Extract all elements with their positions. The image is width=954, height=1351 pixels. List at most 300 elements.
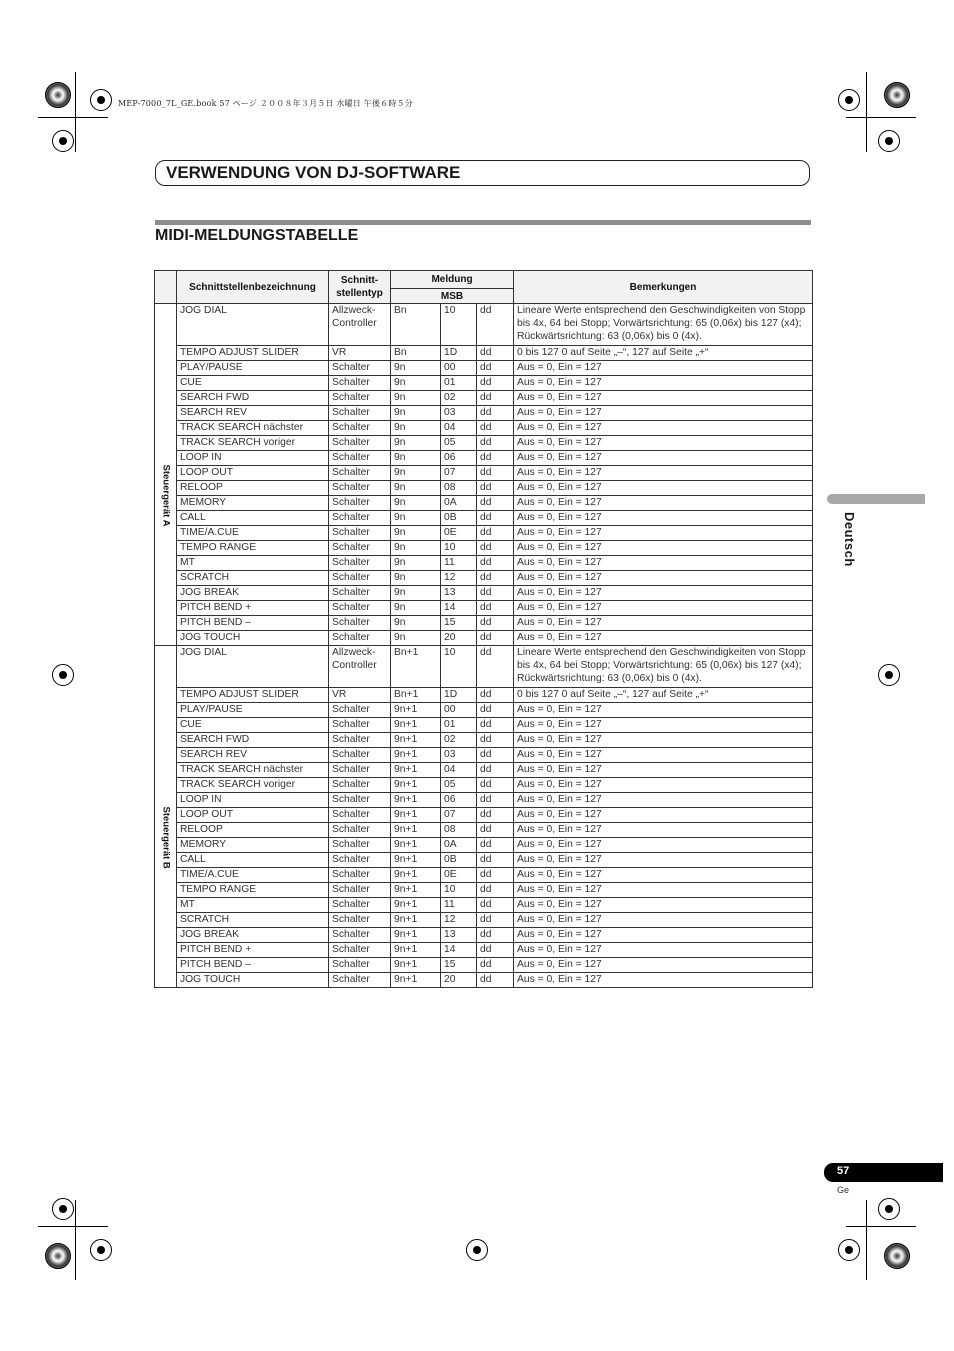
- interface-name-cell: LOOP IN: [177, 793, 329, 808]
- message-msb-cell: 10: [441, 304, 477, 346]
- interface-name-cell: CALL: [177, 853, 329, 868]
- table-row: [155, 838, 813, 853]
- crosshair-target-icon: [52, 130, 74, 152]
- message-msb-cell: 0E: [441, 526, 477, 541]
- message-msb-cell: 15: [441, 616, 477, 631]
- remarks-cell: Aus = 0, Ein = 127: [514, 763, 813, 778]
- message-msb-cell: 20: [441, 973, 477, 988]
- crop-mark: [866, 1200, 867, 1280]
- interface-name-cell: SCRATCH: [177, 571, 329, 586]
- message-status-cell: 9n+1: [391, 913, 441, 928]
- header-interface: Schnittstellenbezeichnung: [177, 271, 329, 304]
- interface-name-cell: TRACK SEARCH nächster: [177, 421, 329, 436]
- crop-mark: [38, 117, 108, 118]
- message-status-cell: 9n+1: [391, 748, 441, 763]
- message-data-cell: dd: [477, 928, 514, 943]
- interface-name-cell: TRACK SEARCH voriger: [177, 778, 329, 793]
- remarks-cell: Aus = 0, Ein = 127: [514, 466, 813, 481]
- message-data-cell: dd: [477, 631, 514, 646]
- interface-name-cell: SEARCH REV: [177, 406, 329, 421]
- interface-type-cell: Schalter: [329, 703, 391, 718]
- message-data-cell: dd: [477, 361, 514, 376]
- table-row: [155, 958, 813, 973]
- table-row: [155, 853, 813, 868]
- interface-name-cell: CUE: [177, 376, 329, 391]
- crosshair-target-icon: [878, 130, 900, 152]
- message-status-cell: 9n: [391, 481, 441, 496]
- table-row: [155, 346, 813, 361]
- interface-type-cell: Schalter: [329, 958, 391, 973]
- table-row: [155, 928, 813, 943]
- interface-type-cell: Schalter: [329, 541, 391, 556]
- message-msb-cell: 1D: [441, 346, 477, 361]
- registration-circle-icon: [45, 1243, 71, 1269]
- remarks-cell: Lineare Werte entsprechend den Geschwindigkeiten von Stopp bis 4x, 64 bei Stopp; Vorwärtsrichtung: 65 (0,06x) bis 127 (x4); Rückwärtsrichtung: 63 (0,06x) bis 0 (4x).: [514, 646, 813, 688]
- message-data-cell: dd: [477, 883, 514, 898]
- group-label: Steuergerät A: [160, 464, 171, 527]
- remarks-cell: Aus = 0, Ein = 127: [514, 541, 813, 556]
- interface-type-cell: Schalter: [329, 481, 391, 496]
- table-row: [155, 601, 813, 616]
- table-row: [155, 304, 813, 346]
- table-row: [155, 823, 813, 838]
- message-status-cell: 9n+1: [391, 838, 441, 853]
- crosshair-target-icon: [90, 89, 112, 111]
- message-msb-cell: 1D: [441, 688, 477, 703]
- remarks-cell: Aus = 0, Ein = 127: [514, 928, 813, 943]
- interface-name-cell: SCRATCH: [177, 913, 329, 928]
- table-row: [155, 943, 813, 958]
- message-status-cell: Bn: [391, 304, 441, 346]
- message-msb-cell: 12: [441, 571, 477, 586]
- registration-circle-icon: [45, 82, 71, 108]
- message-msb-cell: 0A: [441, 838, 477, 853]
- header-remarks: Bemerkungen: [514, 271, 813, 304]
- interface-type-cell: Schalter: [329, 451, 391, 466]
- table-body: [155, 304, 813, 988]
- message-msb-cell: 10: [441, 646, 477, 688]
- remarks-cell: Aus = 0, Ein = 127: [514, 703, 813, 718]
- message-status-cell: 9n: [391, 496, 441, 511]
- message-msb-cell: 20: [441, 631, 477, 646]
- message-msb-cell: 14: [441, 601, 477, 616]
- message-status-cell: 9n+1: [391, 958, 441, 973]
- message-status-cell: 9n: [391, 466, 441, 481]
- interface-type-cell: Schalter: [329, 823, 391, 838]
- message-status-cell: 9n+1: [391, 778, 441, 793]
- message-msb-cell: 13: [441, 928, 477, 943]
- message-data-cell: dd: [477, 838, 514, 853]
- table-row: [155, 571, 813, 586]
- interface-type-cell: Schalter: [329, 883, 391, 898]
- table-row: [155, 748, 813, 763]
- message-msb-cell: 06: [441, 793, 477, 808]
- table-row: [155, 898, 813, 913]
- message-status-cell: 9n: [391, 436, 441, 451]
- table-row: [155, 586, 813, 601]
- interface-name-cell: PITCH BEND –: [177, 616, 329, 631]
- remarks-cell: Aus = 0, Ein = 127: [514, 556, 813, 571]
- interface-name-cell: JOG BREAK: [177, 928, 329, 943]
- interface-name-cell: JOG TOUCH: [177, 973, 329, 988]
- remarks-cell: Aus = 0, Ein = 127: [514, 883, 813, 898]
- table-row: [155, 718, 813, 733]
- interface-type-cell: Schalter: [329, 898, 391, 913]
- message-msb-cell: 07: [441, 808, 477, 823]
- message-data-cell: dd: [477, 436, 514, 451]
- interface-name-cell: RELOOP: [177, 823, 329, 838]
- interface-name-cell: MEMORY: [177, 838, 329, 853]
- message-status-cell: 9n+1: [391, 928, 441, 943]
- interface-name-cell: JOG BREAK: [177, 586, 329, 601]
- message-data-cell: dd: [477, 496, 514, 511]
- message-msb-cell: 05: [441, 778, 477, 793]
- message-data-cell: dd: [477, 616, 514, 631]
- message-status-cell: 9n+1: [391, 853, 441, 868]
- message-data-cell: dd: [477, 511, 514, 526]
- interface-type-cell: Schalter: [329, 391, 391, 406]
- remarks-cell: Aus = 0, Ein = 127: [514, 406, 813, 421]
- remarks-cell: Aus = 0, Ein = 127: [514, 511, 813, 526]
- message-data-cell: dd: [477, 868, 514, 883]
- interface-name-cell: PITCH BEND +: [177, 601, 329, 616]
- interface-type-cell: Schalter: [329, 733, 391, 748]
- message-status-cell: 9n: [391, 451, 441, 466]
- message-data-cell: dd: [477, 556, 514, 571]
- group-label: Steuergerät B: [160, 806, 171, 869]
- interface-name-cell: CUE: [177, 718, 329, 733]
- message-status-cell: 9n+1: [391, 868, 441, 883]
- remarks-cell: Aus = 0, Ein = 127: [514, 913, 813, 928]
- interface-type-cell: Schalter: [329, 436, 391, 451]
- interface-type-cell: Schalter: [329, 808, 391, 823]
- message-data-cell: dd: [477, 778, 514, 793]
- message-msb-cell: 10: [441, 541, 477, 556]
- interface-type-cell: Schalter: [329, 526, 391, 541]
- remarks-cell: Aus = 0, Ein = 127: [514, 868, 813, 883]
- crop-mark: [75, 1200, 76, 1280]
- remarks-cell: Aus = 0, Ein = 127: [514, 616, 813, 631]
- message-msb-cell: 10: [441, 883, 477, 898]
- message-status-cell: 9n: [391, 376, 441, 391]
- interface-type-cell: Schalter: [329, 361, 391, 376]
- message-data-cell: dd: [477, 304, 514, 346]
- message-msb-cell: 14: [441, 943, 477, 958]
- message-status-cell: 9n: [391, 391, 441, 406]
- interface-name-cell: TEMPO RANGE: [177, 541, 329, 556]
- interface-type-cell: Schalter: [329, 778, 391, 793]
- message-status-cell: Bn+1: [391, 688, 441, 703]
- interface-name-cell: PLAY/PAUSE: [177, 703, 329, 718]
- interface-type-cell: VR: [329, 688, 391, 703]
- message-msb-cell: 04: [441, 421, 477, 436]
- interface-name-cell: TEMPO ADJUST SLIDER: [177, 688, 329, 703]
- message-status-cell: 9n+1: [391, 823, 441, 838]
- remarks-cell: Aus = 0, Ein = 127: [514, 481, 813, 496]
- crosshair-target-icon: [466, 1239, 488, 1261]
- header-message: Meldung: [391, 271, 514, 289]
- crop-mark: [846, 1226, 916, 1227]
- crosshair-target-icon: [878, 1198, 900, 1220]
- remarks-cell: Aus = 0, Ein = 127: [514, 793, 813, 808]
- remarks-cell: Aus = 0, Ein = 127: [514, 631, 813, 646]
- interface-type-cell: Schalter: [329, 748, 391, 763]
- message-msb-cell: 08: [441, 481, 477, 496]
- interface-type-cell: Schalter: [329, 376, 391, 391]
- page-heading: MIDI-MELDUNGSTABELLE: [155, 227, 359, 244]
- interface-name-cell: CALL: [177, 511, 329, 526]
- table-row: [155, 793, 813, 808]
- message-msb-cell: 02: [441, 733, 477, 748]
- remarks-cell: Aus = 0, Ein = 127: [514, 898, 813, 913]
- remarks-cell: Aus = 0, Ein = 127: [514, 391, 813, 406]
- message-data-cell: dd: [477, 718, 514, 733]
- remarks-cell: Aus = 0, Ein = 127: [514, 436, 813, 451]
- message-msb-cell: 04: [441, 763, 477, 778]
- message-data-cell: dd: [477, 466, 514, 481]
- interface-name-cell: LOOP IN: [177, 451, 329, 466]
- message-status-cell: 9n: [391, 526, 441, 541]
- crosshair-target-icon: [838, 1239, 860, 1261]
- remarks-cell: Aus = 0, Ein = 127: [514, 733, 813, 748]
- interface-name-cell: JOG TOUCH: [177, 631, 329, 646]
- message-status-cell: 9n+1: [391, 883, 441, 898]
- message-msb-cell: 11: [441, 898, 477, 913]
- interface-name-cell: RELOOP: [177, 481, 329, 496]
- interface-type-cell: Schalter: [329, 571, 391, 586]
- table-row: [155, 778, 813, 793]
- language-code: Ge: [837, 1185, 850, 1195]
- message-status-cell: 9n: [391, 586, 441, 601]
- table-row: [155, 556, 813, 571]
- message-status-cell: 9n+1: [391, 898, 441, 913]
- message-status-cell: 9n: [391, 361, 441, 376]
- message-data-cell: dd: [477, 973, 514, 988]
- remarks-cell: Aus = 0, Ein = 127: [514, 973, 813, 988]
- crosshair-target-icon: [52, 664, 74, 686]
- message-status-cell: 9n+1: [391, 943, 441, 958]
- remarks-cell: Lineare Werte entsprechend den Geschwindigkeiten von Stopp bis 4x, 64 bei Stopp; Vorwärtsrichtung: 65 (0,06x) bis 127 (x4); Rückwärtsrichtung: 63 (0,06x) bis 0 (4x).: [514, 304, 813, 346]
- interface-type-cell: Schalter: [329, 868, 391, 883]
- remarks-cell: Aus = 0, Ein = 127: [514, 376, 813, 391]
- message-data-cell: dd: [477, 571, 514, 586]
- interface-type-cell: Schalter: [329, 511, 391, 526]
- interface-type-cell: Schalter: [329, 466, 391, 481]
- message-status-cell: 9n+1: [391, 703, 441, 718]
- interface-name-cell: SEARCH FWD: [177, 391, 329, 406]
- message-msb-cell: 03: [441, 406, 477, 421]
- registration-circle-icon: [884, 82, 910, 108]
- interface-type-cell: Schalter: [329, 973, 391, 988]
- remarks-cell: Aus = 0, Ein = 127: [514, 778, 813, 793]
- remarks-cell: Aus = 0, Ein = 127: [514, 853, 813, 868]
- interface-type-cell: Schalter: [329, 601, 391, 616]
- interface-name-cell: MT: [177, 898, 329, 913]
- interface-name-cell: TRACK SEARCH nächster: [177, 763, 329, 778]
- interface-name-cell: JOG DIAL: [177, 646, 329, 688]
- table-row: [155, 481, 813, 496]
- message-status-cell: 9n: [391, 616, 441, 631]
- message-data-cell: dd: [477, 376, 514, 391]
- table-row: [155, 526, 813, 541]
- table-row: [155, 868, 813, 883]
- table-row: [155, 376, 813, 391]
- message-status-cell: 9n+1: [391, 973, 441, 988]
- message-data-cell: dd: [477, 853, 514, 868]
- interface-type-cell: Schalter: [329, 421, 391, 436]
- table-row: [155, 688, 813, 703]
- message-msb-cell: 02: [441, 391, 477, 406]
- table-row: [155, 733, 813, 748]
- table-row: [155, 631, 813, 646]
- interface-name-cell: TIME/A.CUE: [177, 868, 329, 883]
- message-data-cell: dd: [477, 451, 514, 466]
- message-data-cell: dd: [477, 406, 514, 421]
- message-status-cell: 9n+1: [391, 808, 441, 823]
- message-msb-cell: 0B: [441, 511, 477, 526]
- message-status-cell: 9n: [391, 571, 441, 586]
- crosshair-target-icon: [90, 1239, 112, 1261]
- message-data-cell: dd: [477, 763, 514, 778]
- header-msb: MSB: [391, 289, 514, 304]
- header-group: [155, 271, 177, 304]
- heading-bar: [155, 220, 811, 225]
- message-data-cell: dd: [477, 703, 514, 718]
- table-row: [155, 406, 813, 421]
- registration-circle-icon: [884, 1243, 910, 1269]
- table-row: [155, 646, 813, 688]
- remarks-cell: Aus = 0, Ein = 127: [514, 718, 813, 733]
- message-data-cell: dd: [477, 541, 514, 556]
- language-side-label: Deutsch: [842, 512, 857, 567]
- remarks-cell: Aus = 0, Ein = 127: [514, 496, 813, 511]
- page-number: 57: [837, 1165, 850, 1177]
- crop-mark: [846, 117, 916, 118]
- remarks-cell: Aus = 0, Ein = 127: [514, 823, 813, 838]
- crop-mark: [75, 72, 76, 152]
- table-row: [155, 763, 813, 778]
- message-data-cell: dd: [477, 586, 514, 601]
- interface-name-cell: MEMORY: [177, 496, 329, 511]
- message-data-cell: dd: [477, 421, 514, 436]
- message-status-cell: 9n: [391, 631, 441, 646]
- message-msb-cell: 01: [441, 376, 477, 391]
- interface-name-cell: PITCH BEND +: [177, 943, 329, 958]
- message-msb-cell: 15: [441, 958, 477, 973]
- side-tab: [827, 494, 925, 504]
- message-data-cell: dd: [477, 346, 514, 361]
- interface-type-cell: Schalter: [329, 943, 391, 958]
- interface-type-cell: VR: [329, 346, 391, 361]
- message-status-cell: 9n: [391, 511, 441, 526]
- table-row: [155, 496, 813, 511]
- remarks-cell: Aus = 0, Ein = 127: [514, 748, 813, 763]
- table-row: [155, 616, 813, 631]
- interface-type-cell: Schalter: [329, 556, 391, 571]
- table-row: [155, 913, 813, 928]
- table-row: [155, 436, 813, 451]
- table-row: [155, 541, 813, 556]
- message-status-cell: 9n: [391, 421, 441, 436]
- interface-type-cell: Allzweck- Controller: [329, 304, 391, 346]
- message-msb-cell: 0B: [441, 853, 477, 868]
- message-msb-cell: 0E: [441, 868, 477, 883]
- message-msb-cell: 03: [441, 748, 477, 763]
- message-data-cell: dd: [477, 526, 514, 541]
- message-data-cell: dd: [477, 748, 514, 763]
- group-cell: [155, 304, 177, 646]
- interface-name-cell: TEMPO ADJUST SLIDER: [177, 346, 329, 361]
- interface-name-cell: PLAY/PAUSE: [177, 361, 329, 376]
- message-msb-cell: 12: [441, 913, 477, 928]
- table-row: [155, 511, 813, 526]
- crosshair-target-icon: [878, 664, 900, 686]
- remarks-cell: 0 bis 127 0 auf Seite „–“, 127 auf Seite „+“: [514, 346, 813, 361]
- section-banner: [155, 160, 810, 186]
- interface-type-cell: Schalter: [329, 496, 391, 511]
- interface-name-cell: TRACK SEARCH voriger: [177, 436, 329, 451]
- message-msb-cell: 00: [441, 361, 477, 376]
- interface-name-cell: LOOP OUT: [177, 466, 329, 481]
- group-cell: [155, 646, 177, 988]
- message-status-cell: 9n+1: [391, 763, 441, 778]
- table-row: [155, 391, 813, 406]
- remarks-cell: Aus = 0, Ein = 127: [514, 361, 813, 376]
- message-msb-cell: 08: [441, 823, 477, 838]
- interface-name-cell: TEMPO RANGE: [177, 883, 329, 898]
- table-row: [155, 703, 813, 718]
- message-data-cell: dd: [477, 601, 514, 616]
- message-data-cell: dd: [477, 913, 514, 928]
- interface-type-cell: Schalter: [329, 763, 391, 778]
- table-row: [155, 421, 813, 436]
- message-status-cell: 9n+1: [391, 733, 441, 748]
- message-status-cell: 9n: [391, 601, 441, 616]
- interface-type-cell: Allzweck- Controller: [329, 646, 391, 688]
- interface-type-cell: Schalter: [329, 406, 391, 421]
- interface-type-cell: Schalter: [329, 631, 391, 646]
- header-type: Schnitt- stellentyp: [329, 271, 391, 304]
- remarks-cell: Aus = 0, Ein = 127: [514, 601, 813, 616]
- message-msb-cell: 00: [441, 703, 477, 718]
- table-row: [155, 973, 813, 988]
- interface-name-cell: JOG DIAL: [177, 304, 329, 346]
- book-header: MEP-7000_7L_GE.book 57 ページ ２００８年３月５日 水曜日 午後６時５分: [118, 99, 413, 108]
- interface-type-cell: Schalter: [329, 838, 391, 853]
- message-status-cell: Bn+1: [391, 646, 441, 688]
- message-msb-cell: 01: [441, 718, 477, 733]
- message-status-cell: Bn: [391, 346, 441, 361]
- table-row: [155, 361, 813, 376]
- remarks-cell: Aus = 0, Ein = 127: [514, 586, 813, 601]
- interface-type-cell: Schalter: [329, 616, 391, 631]
- remarks-cell: 0 bis 127 0 auf Seite „–“, 127 auf Seite „+“: [514, 688, 813, 703]
- interface-name-cell: SEARCH FWD: [177, 733, 329, 748]
- remarks-cell: Aus = 0, Ein = 127: [514, 958, 813, 973]
- remarks-cell: Aus = 0, Ein = 127: [514, 451, 813, 466]
- message-data-cell: dd: [477, 688, 514, 703]
- message-msb-cell: 06: [441, 451, 477, 466]
- crop-mark: [866, 72, 867, 152]
- crop-mark: [38, 1226, 108, 1227]
- remarks-cell: Aus = 0, Ein = 127: [514, 571, 813, 586]
- message-data-cell: dd: [477, 481, 514, 496]
- remarks-cell: Aus = 0, Ein = 127: [514, 838, 813, 853]
- interface-name-cell: MT: [177, 556, 329, 571]
- crosshair-target-icon: [838, 89, 860, 111]
- interface-name-cell: SEARCH REV: [177, 748, 329, 763]
- crosshair-target-icon: [52, 1198, 74, 1220]
